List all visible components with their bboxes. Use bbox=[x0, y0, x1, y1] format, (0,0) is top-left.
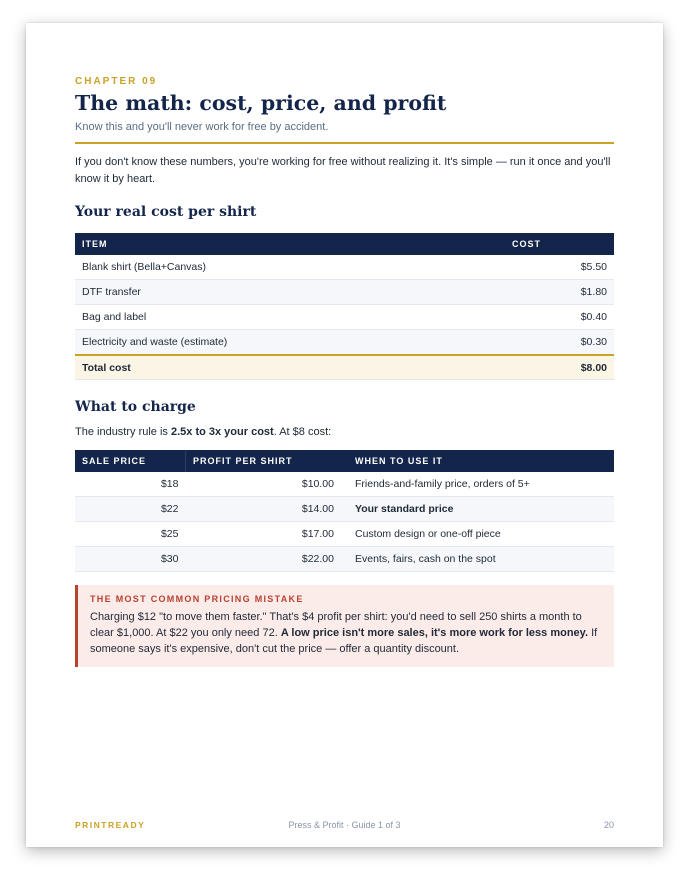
total-label: Total cost bbox=[75, 355, 505, 380]
cost-heading: Your real cost per shirt bbox=[75, 204, 257, 220]
usage-note: Your standard price bbox=[341, 497, 614, 522]
column-header-item: ITEM bbox=[75, 233, 505, 255]
footer-brand: PRINTREADY bbox=[75, 820, 146, 830]
profit-value: $10.00 bbox=[186, 472, 342, 497]
document-page bbox=[26, 23, 663, 847]
table-row bbox=[75, 472, 614, 497]
table-row bbox=[75, 522, 614, 547]
table-row bbox=[75, 497, 614, 522]
callout-heading: THE MOST COMMON PRICING MISTAKE bbox=[90, 594, 304, 604]
footer-guide-title: Press & Profit · Guide 1 of 3 bbox=[288, 820, 401, 830]
charge-heading: What to charge bbox=[75, 399, 196, 415]
cost-item: Blank shirt (Bella+Canvas) bbox=[75, 255, 505, 280]
page-number: 20 bbox=[603, 820, 614, 830]
column-header-when: WHEN TO USE IT bbox=[341, 450, 614, 472]
cost-item: DTF transfer bbox=[75, 280, 505, 305]
page-title: The math: cost, price, and profit bbox=[75, 91, 447, 115]
profit-value: $17.00 bbox=[186, 522, 342, 547]
pricing-table bbox=[75, 450, 614, 572]
sale-price: $30 bbox=[75, 547, 186, 572]
table-row bbox=[75, 547, 614, 572]
callout-text-2: If someone says it's expensive, don't cut the price — offer a quantity discount. bbox=[90, 627, 598, 655]
sale-price: $25 bbox=[75, 522, 186, 547]
cost-value: $0.30 bbox=[505, 330, 614, 356]
table-row bbox=[75, 280, 614, 305]
cost-item: Electricity and waste (estimate) bbox=[75, 330, 505, 356]
column-header-sale-price: SALE PRICE bbox=[75, 450, 186, 472]
cost-value: $1.80 bbox=[505, 280, 614, 305]
callout-body bbox=[90, 609, 602, 657]
callout-emphasis: A low price isn't more sales, it's more work for less money. bbox=[280, 627, 589, 639]
cost-table bbox=[75, 233, 614, 380]
cost-item: Bag and label bbox=[75, 305, 505, 330]
intro-paragraph: If you don't know these numbers, you're working for free without realizing it. It's simple — run it once and you'll know it by heart. bbox=[75, 156, 611, 185]
total-value: $8.00 bbox=[505, 355, 614, 380]
callout-text-1: Charging $12 "to move them faster." That's $4 profit per shirt: you'd need to sell 250 shirts a month to clear $1,000. At $22 you only need 72. bbox=[90, 611, 582, 639]
table-row bbox=[75, 330, 614, 356]
cost-value: $5.50 bbox=[505, 255, 614, 280]
total-row bbox=[75, 355, 614, 380]
cost-table-header bbox=[75, 233, 614, 255]
chapter-label: CHAPTER 09 bbox=[75, 76, 158, 87]
pricing-mistake-callout bbox=[75, 585, 614, 667]
rule-suffix: . At $8 cost: bbox=[273, 426, 332, 438]
column-header-profit: PROFIT PER SHIRT bbox=[186, 450, 342, 472]
usage-note: Events, fairs, cash on the spot bbox=[341, 547, 614, 572]
sale-price: $22 bbox=[75, 497, 186, 522]
table-row bbox=[75, 305, 614, 330]
sale-price: $18 bbox=[75, 472, 186, 497]
profit-value: $14.00 bbox=[186, 497, 342, 522]
table-row bbox=[75, 255, 614, 280]
industry-rule-paragraph bbox=[75, 426, 331, 438]
rule-prefix: The industry rule is bbox=[75, 426, 171, 438]
column-header-cost: COST bbox=[505, 233, 614, 255]
rule-emphasis: 2.5x to 3x your cost bbox=[170, 426, 274, 438]
usage-note: Custom design or one-off piece bbox=[341, 522, 614, 547]
usage-note: Friends-and-family price, orders of 5+ bbox=[341, 472, 614, 497]
profit-value: $22.00 bbox=[186, 547, 342, 572]
cost-value: $0.40 bbox=[505, 305, 614, 330]
title-divider bbox=[75, 142, 614, 144]
page-subtitle: Know this and you'll never work for free by accident. bbox=[75, 121, 329, 133]
pricing-table-header bbox=[75, 450, 614, 472]
